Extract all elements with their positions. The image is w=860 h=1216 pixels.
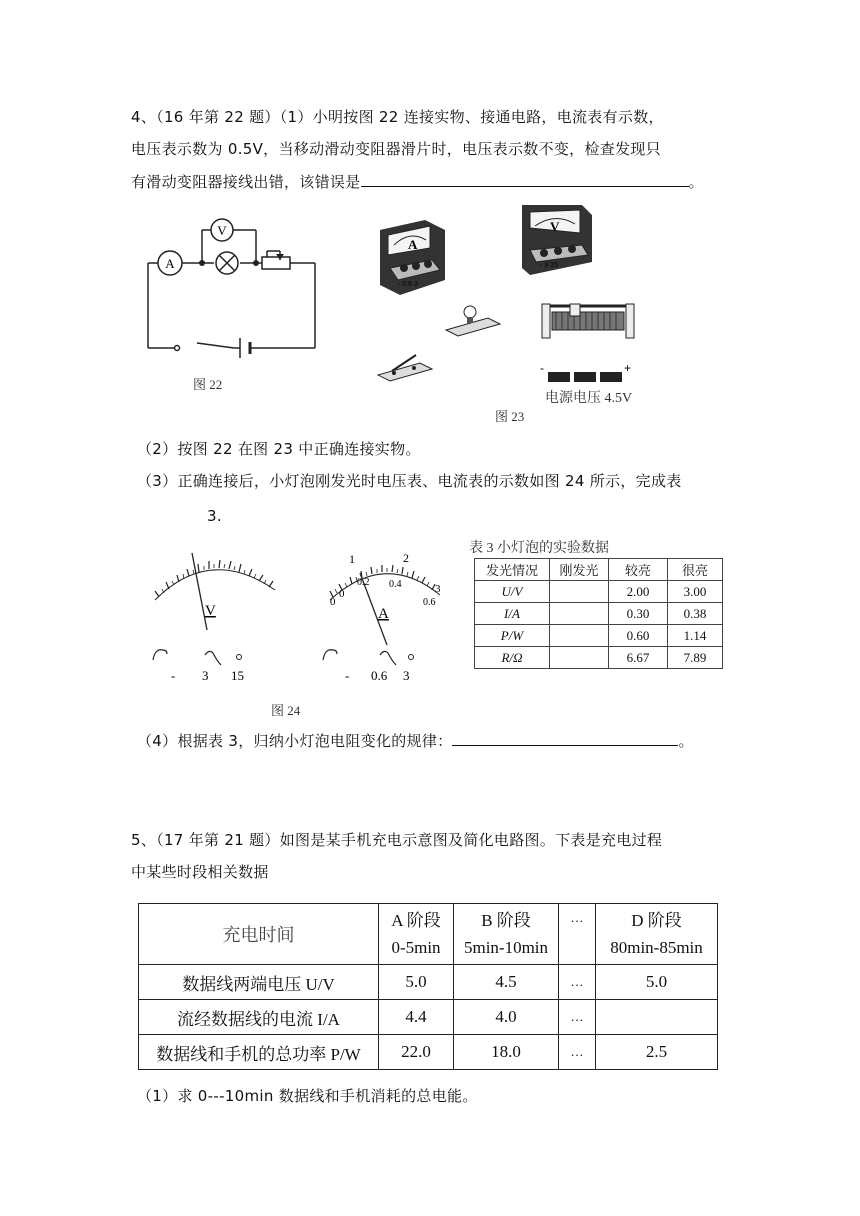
table-cell: 4.0	[454, 1000, 559, 1035]
fig23-battery-minus: -	[540, 361, 544, 375]
voltage-row-label: 数据线两端电压 U/V	[139, 965, 379, 1000]
stage-ellipsis-name: …	[570, 910, 584, 925]
fig24-voltmeter-letter: V	[205, 603, 216, 619]
fig24-a-scale-0: 0	[339, 588, 345, 600]
q5-part-1: （1）求 0---10min 数据线和手机消耗的总电能。	[137, 1087, 478, 1105]
table-3-cell: 0.38	[668, 603, 723, 625]
fig22-ammeter-label: A	[165, 256, 175, 271]
table-3-header-cell: 较亮	[609, 559, 668, 581]
q4-part-4-text: （4）根据表 3，归纳小灯泡电阻变化的规律：	[137, 732, 453, 750]
fig24-a-term-3: 3	[403, 668, 410, 683]
table-3-row-label: I/A	[475, 603, 550, 625]
fig23-switch	[378, 355, 432, 381]
table-3-cell: 7.89	[668, 647, 723, 669]
figure-22-circuit	[140, 210, 330, 400]
table-3-cell: 0.60	[609, 625, 668, 647]
table-3-cell: 3.00	[668, 581, 723, 603]
fig24-a-scale-02: 0.2	[357, 577, 370, 588]
q4-part-3-line-2: 3.	[207, 507, 222, 525]
stage-d-range: 80min-85min	[610, 938, 703, 957]
q4-part-4	[137, 726, 694, 757]
charging-table-header	[139, 904, 718, 965]
fig24-a-scale-left: 0	[330, 596, 336, 608]
fig24-ammeter-letter: A	[378, 606, 389, 622]
figure-23-caption: 图 23	[495, 409, 525, 424]
stage-a-name: A 阶段	[391, 911, 441, 930]
table-row	[475, 647, 723, 669]
table-3-header-row	[475, 559, 723, 581]
table-3-title: 表 3 小灯泡的实验数据	[469, 541, 609, 556]
table-3-answer-cell[interactable]	[550, 647, 609, 669]
table-3-cell: 1.14	[668, 625, 723, 647]
q4-answer-blank[interactable]	[361, 168, 689, 187]
table-3-answer-cell[interactable]	[550, 581, 609, 603]
table-row	[475, 603, 723, 625]
table-row	[475, 625, 723, 647]
table-3-header-cell: 很亮	[668, 559, 723, 581]
q5-line-2: 中某些时段相关数据	[131, 863, 269, 881]
table-row	[139, 1000, 718, 1035]
fig24-a-term-minus: -	[345, 668, 350, 683]
figure-24-meters	[135, 545, 445, 690]
fig22-voltmeter-label: V	[217, 223, 227, 238]
table-cell: 4.4	[379, 1000, 454, 1035]
q4-part-4-end: 。	[678, 732, 694, 750]
stage-d-header	[596, 904, 718, 965]
figure-22-caption: 图 22	[193, 377, 223, 392]
table-cell: …	[559, 1000, 596, 1035]
stage-ellipsis-header	[559, 904, 596, 965]
fig24-voltmeter-dial	[153, 553, 275, 683]
q4-part-4-blank[interactable]	[452, 727, 678, 746]
table-cell: 22.0	[379, 1035, 454, 1070]
fig24-a-term-06: 0.6	[371, 668, 388, 683]
fig23-ammeter-device	[380, 220, 445, 295]
table-3-cell: 6.67	[609, 647, 668, 669]
fig24-v-term-15: 15	[231, 668, 244, 683]
table-cell: 2.5	[596, 1035, 718, 1070]
q4-line-3	[131, 167, 704, 198]
q4-line-3-end: 。	[688, 173, 704, 191]
fig24-a-scale-04: 0.4	[389, 579, 402, 590]
figure-24-caption: 图 24	[271, 703, 301, 718]
charging-data-table	[138, 903, 718, 1070]
table-cell	[596, 1000, 718, 1035]
q4-line-2: 电压表示数为 0.5V，当移动滑动变阻器滑片时，电压表示数不变，检查发现只	[131, 140, 661, 158]
fig23-lamp	[446, 306, 500, 336]
fig24-a-scale-top-1: 1	[349, 552, 355, 566]
table-3	[474, 558, 723, 669]
fig24-ammeter-dial	[323, 551, 441, 683]
table-3-row-label: P/W	[475, 625, 550, 647]
table-3-cell: 0.30	[609, 603, 668, 625]
table-cell: 18.0	[454, 1035, 559, 1070]
fig24-a-scale-top-2: 2	[403, 551, 409, 565]
fig23-power-label: 电源电压 4.5V	[545, 391, 633, 406]
table-cell: …	[559, 965, 596, 1000]
table-3-header-cell: 刚发光	[550, 559, 609, 581]
current-row-label: 流经数据线的电流 I/A	[139, 1000, 379, 1035]
table-row	[139, 1035, 718, 1070]
table-cell: 4.5	[454, 965, 559, 1000]
q4-part-3-line-1: （3）正确连接后，小灯泡刚发光时电压表、电流表的示数如图 24 所示，完成表	[137, 472, 682, 490]
fig23-rheostat	[542, 304, 634, 338]
q4-part-2: （2）按图 22 在图 23 中正确连接实物。	[137, 440, 421, 458]
table-3-header-cell: 发光情况	[475, 559, 550, 581]
fig23-ammeter-letter: A	[408, 237, 418, 252]
table-3-cell: 2.00	[609, 581, 668, 603]
figure-23-equipment	[370, 200, 660, 400]
fig23-voltmeter-letter: V	[550, 219, 560, 234]
power-row-label: 数据线和手机的总功率 P/W	[139, 1035, 379, 1070]
stage-a-header	[379, 904, 454, 965]
table-cell: 5.0	[379, 965, 454, 1000]
fig24-a-scale-06: 0.6	[423, 597, 436, 608]
fig24-v-term-minus: -	[171, 668, 176, 683]
fig23-voltmeter-device	[522, 205, 592, 275]
table-3-row-label: U/V	[475, 581, 550, 603]
q4-line-1: 4、（16 年第 22 题）（1）小明按图 22 连接实物、接通电路，电流表有示数，	[131, 108, 664, 126]
table-row	[139, 965, 718, 1000]
q5-line-1: 5、（17 年第 21 题）如图是某手机充电示意图及简化电路图。下表是充电过程	[131, 831, 663, 849]
fig23-battery-plus: +	[624, 361, 632, 375]
table-3-row-label: R/Ω	[475, 647, 550, 669]
table-cell: …	[559, 1035, 596, 1070]
fig24-v-term-3: 3	[202, 668, 209, 683]
charging-time-header: 充电时间	[139, 904, 379, 965]
fig24-a-scale-right: 3	[435, 583, 441, 595]
stage-b-range: 5min-10min	[463, 938, 549, 957]
stage-b-name: B 阶段	[481, 911, 531, 930]
table-3-answer-cell[interactable]	[550, 625, 609, 647]
fig23-ammeter-ticks: - 0.6 3	[398, 281, 418, 288]
q4-line-3-text: 有滑动变阻器接线出错，该错误是	[131, 173, 361, 191]
table-3-answer-cell[interactable]	[550, 603, 609, 625]
fig23-voltmeter-ticks: - 3 15	[540, 262, 558, 269]
table-cell: 5.0	[596, 965, 718, 1000]
stage-b-header	[454, 904, 559, 965]
fig23-battery	[540, 361, 631, 382]
stage-a-range: 0-5min	[391, 938, 441, 957]
stage-d-name: D 阶段	[631, 911, 682, 930]
table-row	[475, 581, 723, 603]
